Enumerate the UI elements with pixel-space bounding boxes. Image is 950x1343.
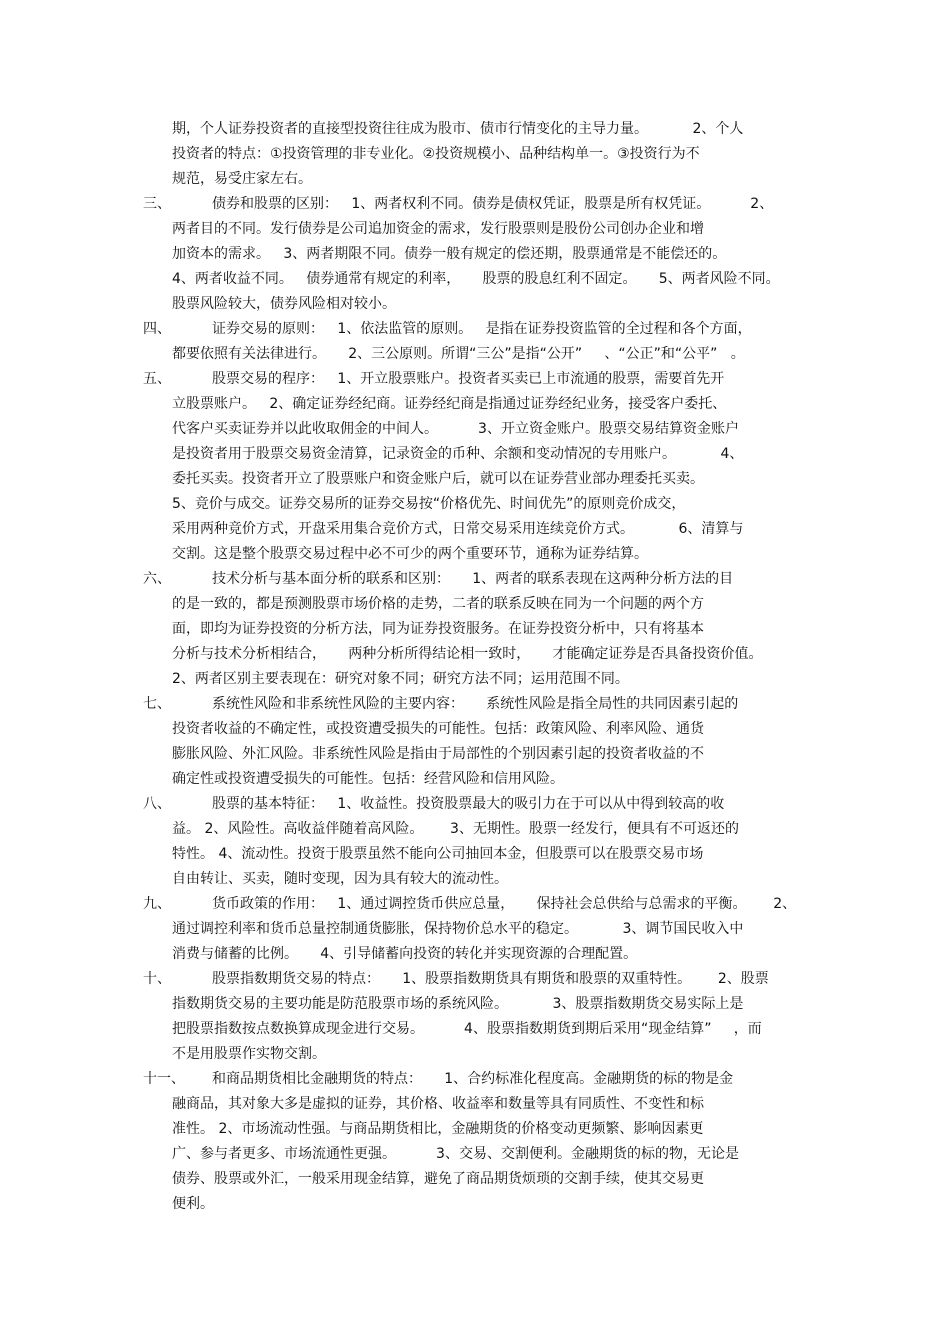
section-heading-line: 系统性风险和非系统性风险的主要内容： 系统性风险是指全局性的共同因素引起的 xyxy=(212,696,739,712)
section-heading-line: 股票的基本特征： 1、收益性。投资股票最大的吸引力在于可以从中得到较高的收 xyxy=(212,796,725,812)
text-line: 不是用股票作实物交割。 xyxy=(172,1046,326,1062)
section-heading-line: 证券交易的原则： 1、依法监管的原则。 是指在证券投资监管的全过程和各个方面， xyxy=(212,321,752,337)
text-line: 面，即均为证券投资的分析方法，同为证券投资服务。在证券投资分析中，只有将基本 xyxy=(172,621,704,637)
text-line: 两者目的不同。发行债券是公司追加资金的需求，发行股票则是股份公司创办企业和增 xyxy=(172,221,704,237)
section-number-5: 五、 xyxy=(143,371,171,387)
section-heading-line: 技术分析与基本面分析的联系和区别： 1、两者的联系表现在这两种分析方法的目 xyxy=(212,571,734,587)
text-line: 立股票账户。 2、确定证券经纪商。证券经纪商是指通过证券经纪业务，接受客户委托、 xyxy=(172,396,727,412)
text-line: 益。 2、风险性。高收益伴随着高风险。 3、无期性。股票一经发行，便具有不可返还的 xyxy=(172,821,739,837)
section-number-10: 十、 xyxy=(143,971,171,987)
text-line: 采用两种竞价方式，开盘采用集合竞价方式，日常交易采用连续竞价方式。 6、清算与 xyxy=(172,521,744,537)
text-line: 加资本的需求。 3、两者期限不同。债券一般有规定的偿还期，股票通常是不能偿还的。 xyxy=(172,246,727,262)
text-line: 是投资者用于股票交易资金清算，记录资金的币种、余额和变动情况的专用账户。 4、 xyxy=(172,446,744,462)
section-heading-line: 股票指数期货交易的特点： 1、股票指数期货具有期货和股票的双重特性。 2、股票 xyxy=(212,971,769,987)
text-line: 自由转让、买卖，随时变现，因为具有较大的流动性。 xyxy=(172,871,508,887)
text-line: 规范，易受庄家左右。 xyxy=(172,171,312,187)
text-line: 5、竞价与成交。证券交易所的证券交易按“价格优先、时间优先”的原则竞价成交， xyxy=(172,496,686,512)
section-number-4: 四、 xyxy=(143,321,171,337)
section-number-9: 九、 xyxy=(143,896,171,912)
section-number-7: 七、 xyxy=(143,696,171,712)
text-line: 通过调控利率和货币总量控制通货膨胀，保持物价总水平的稳定。 3、调节国民收入中 xyxy=(172,921,744,937)
section-number-11: 十一、 xyxy=(143,1071,185,1087)
text-line: 指数期货交易的主要功能是防范股票市场的系统风险。 3、股票指数期货交易实际上是 xyxy=(172,996,744,1012)
text-line: 特性。 4、流动性。投资于股票虽然不能向公司抽回本金，但股票可以在股票交易市场 xyxy=(172,846,704,862)
text-line: 消费与储蓄的比例。 4、引导储蓄向投资的转化并实现资源的合理配置。 xyxy=(172,946,638,962)
section-number-3: 三、 xyxy=(143,196,171,212)
text-line: 股票风险较大，债券风险相对较小。 xyxy=(172,296,396,312)
text-line: 准性。 2、市场流动性强。与商品期货相比，金融期货的价格变动更频繁、影响因素更 xyxy=(172,1121,704,1137)
section-heading-line: 货币政策的作用： 1、通过调控货币供应总量， 保持社会总供给与总需求的平衡。 2、 xyxy=(212,896,797,912)
text-line: 期，个人证券投资者的直接型投资往往成为股市、债市行情变化的主导力量。 2、个人 xyxy=(172,121,744,137)
text-line: 委托买卖。投资者开立了股票账户和资金账户后，就可以在证券营业部办理委托买卖。 xyxy=(172,471,704,487)
text-line: 广、参与者更多、市场流通性更强。 3、交易、交割便利。金融期货的标的物，无论是 xyxy=(172,1146,739,1162)
text-line: 交割。这是整个股票交易过程中必不可少的两个重要环节，通称为证券结算。 xyxy=(172,546,648,562)
section-heading-line: 和商品期货相比金融期货的特点： 1、合约标准化程度高。金融期货的标的物是金 xyxy=(212,1071,734,1087)
section-heading-line: 债券和股票的区别： 1、两者权利不同。债券是债权凭证，股票是所有权凭证。 2、 xyxy=(212,196,774,212)
text-line: 融商品，其对象大多是虚拟的证券，其价格、收益率和数量等具有同质性、不变性和标 xyxy=(172,1096,704,1112)
text-line: 2、两者区别主要表现在：研究对象不同；研究方法不同；运用范围不同。 xyxy=(172,671,629,687)
text-line: 都要依照有关法律进行。 2、三公原则。所谓“三公”是指“公开” 、“公正”和“公平” 。 xyxy=(172,346,745,362)
text-line: 投资者的特点：①投资管理的非专业化。②投资规模小、品种结构单一。③投资行为不 xyxy=(172,146,700,162)
section-number-6: 六、 xyxy=(143,571,171,587)
text-line: 代客户买卖证券并以此收取佣金的中间人。 3、开立资金账户。股票交易结算资金账户 xyxy=(172,421,739,437)
text-line: 4、两者收益不同。 债券通常有规定的利率， 股票的股息红利不固定。 5、两者风险不同。 xyxy=(172,271,780,287)
section-heading-line: 股票交易的程序： 1、开立股票账户。投资者买卖已上市流通的股票，需要首先开 xyxy=(212,371,725,387)
section-number-8: 八、 xyxy=(143,796,171,812)
text-line: 膨胀风险、外汇风险。非系统性风险是指由于局部性的个别因素引起的投资者收益的不 xyxy=(172,746,704,762)
text-line: 分析与技术分析相结合， 两种分析所得结论相一致时， 才能确定证券是否具备投资价值。 xyxy=(172,646,763,662)
text-line: 把股票指数按点数换算成现金进行交易。 4、股票指数期货到期后采用“现金结算” ，而 xyxy=(172,1021,762,1037)
text-line: 投资者收益的不确定性，或投资遭受损失的可能性。包括：政策风险、利率风险、通货 xyxy=(172,721,704,737)
text-line: 的是一致的，都是预测股票市场价格的走势，二者的联系反映在同为一个问题的两个方 xyxy=(172,596,704,612)
text-line: 债券、股票或外汇，一般采用现金结算，避免了商品期货烦琐的交割手续，使其交易更 xyxy=(172,1171,704,1187)
text-line: 确定性或投资遭受损失的可能性。包括：经营风险和信用风险。 xyxy=(172,771,564,787)
text-line: 便利。 xyxy=(172,1196,214,1212)
